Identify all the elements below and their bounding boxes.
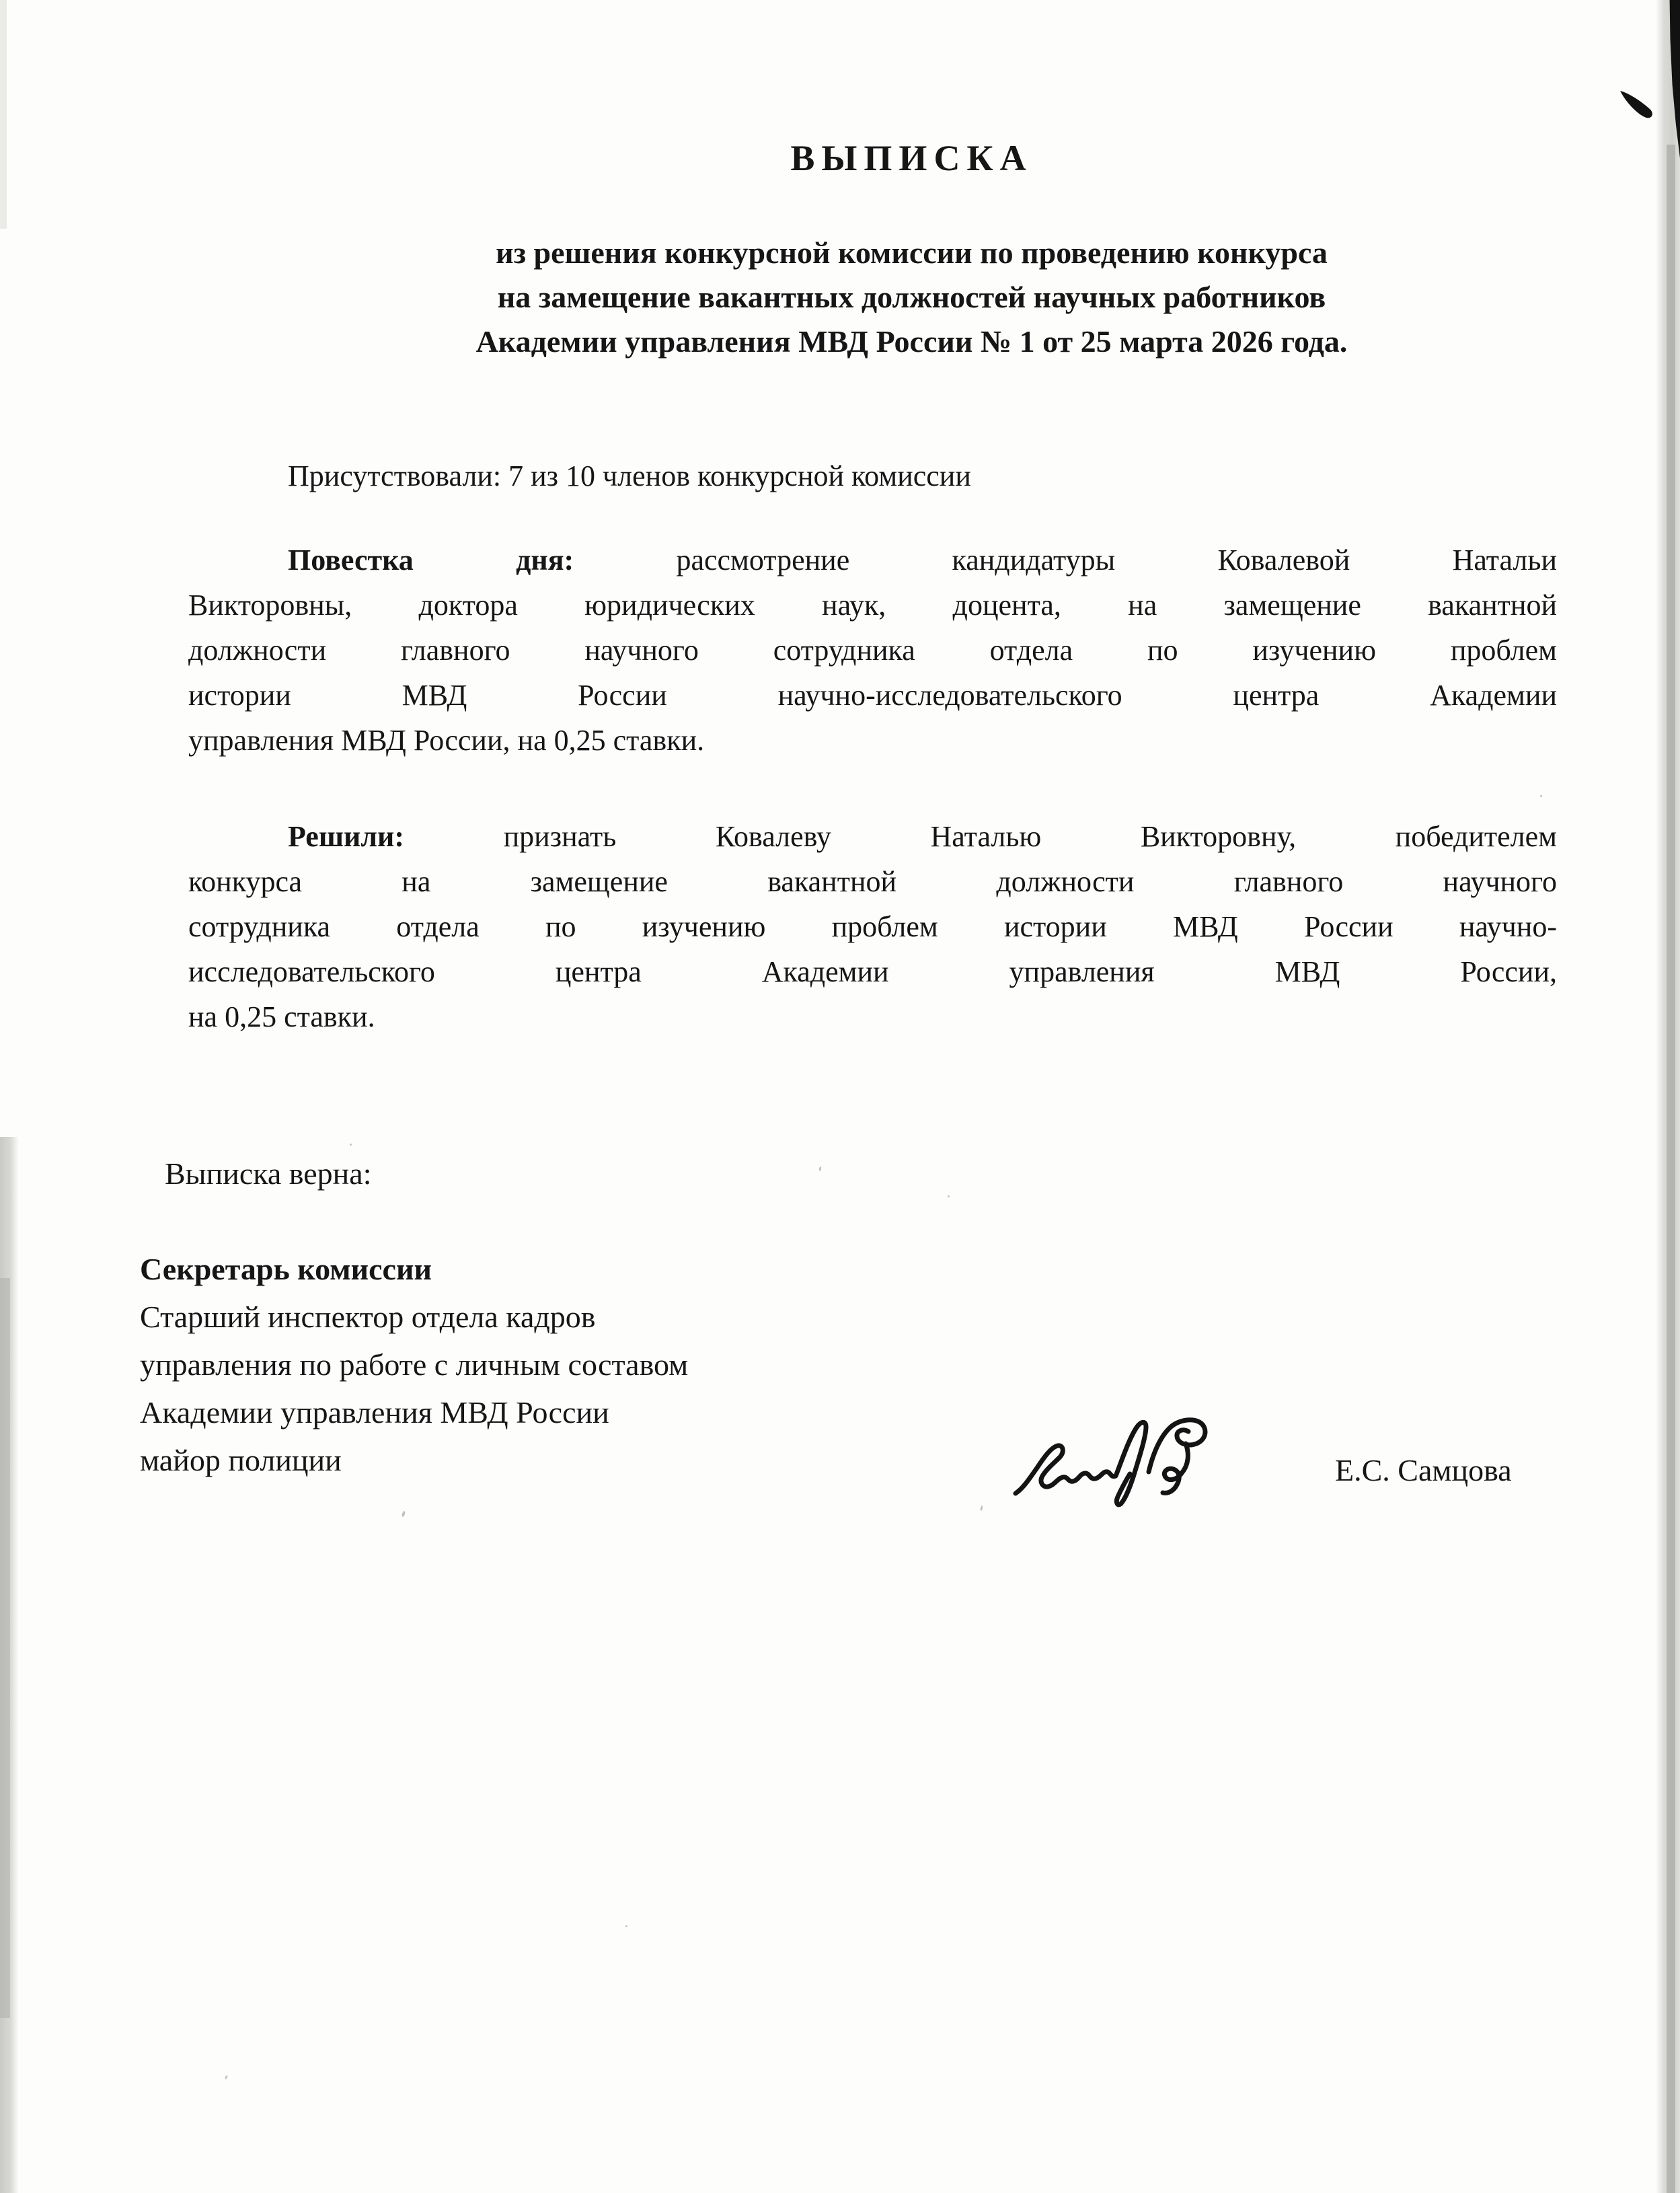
signatory-role-title: Секретарь комиссии <box>140 1252 432 1286</box>
signatory-name: Е.С. Самцова <box>1335 1453 1512 1487</box>
subtitle-line: Академии управления МВД России № 1 от 25 марта 2026 года. <box>475 324 1348 359</box>
scan-speck <box>980 1506 983 1511</box>
agenda-line-text: рассмотрение кандидатуры Ковалевой Натальи <box>676 544 1558 577</box>
resolution-line-text: признать Ковалеву Наталью Викторовну, победителем <box>503 820 1558 853</box>
document-content <box>140 0 1558 1484</box>
handwritten-signature <box>1009 1406 1217 1514</box>
document-title: ВЫПИСКА <box>790 138 1033 178</box>
scan-right-edge-band <box>1667 145 1675 2193</box>
agenda-line: Викторовны, доктора юридических наук, доцента, на замещение вакантной <box>188 589 1557 622</box>
document-subtitle <box>227 231 1596 364</box>
subtitle-line: на замещение вакантных должностей научных работников <box>497 280 1326 314</box>
attendance-line: Присутствовали: 7 из 10 членов конкурсной комиссии <box>288 459 971 492</box>
agenda-line: истории МВД России научно-исследовательского центра Академии <box>188 679 1557 712</box>
scan-left-edge-band <box>0 1278 10 2018</box>
agenda-line: должности главного научного сотрудника отдела по изучению проблем <box>188 634 1557 667</box>
resolution-line: исследовательского центра Академии управления МВД России, <box>188 955 1557 988</box>
subtitle-line: из решения конкурсной комиссии по проведению конкурса <box>496 235 1328 270</box>
agenda-line <box>188 537 1557 583</box>
resolution-line: сотрудника отдела по изучению проблем истории МВД России научно- <box>188 910 1557 943</box>
resolution-line: конкурса на замещение вакантной должности главного научного <box>188 865 1557 898</box>
resolution-lead: Решили: <box>288 820 405 853</box>
signatory-role-line: управления по работе с личным составом <box>140 1347 689 1382</box>
signatory-role-line: Старший инспектор отдела кадров <box>140 1300 596 1334</box>
title-block <box>227 138 1596 364</box>
resolution-paragraph <box>188 814 1557 1039</box>
scan-speck <box>225 2075 228 2080</box>
agenda-paragraph <box>188 537 1557 763</box>
resolution-line: на 0,25 ставки. <box>188 1000 375 1033</box>
scan-left-top-smudge <box>0 0 7 229</box>
scan-speck <box>402 1511 406 1518</box>
certification-line: Выписка верна: <box>165 1156 372 1191</box>
signatory-role-line: Академии управления МВД России <box>140 1395 609 1429</box>
agenda-lead: Повестка дня: <box>288 544 574 577</box>
ink-mark <box>1618 86 1660 122</box>
resolution-line <box>188 814 1557 859</box>
agenda-line: управления МВД России, на 0,25 ставки. <box>188 724 705 757</box>
signatory-role-line: майор полиции <box>140 1443 342 1477</box>
scan-speck <box>625 1925 627 1927</box>
